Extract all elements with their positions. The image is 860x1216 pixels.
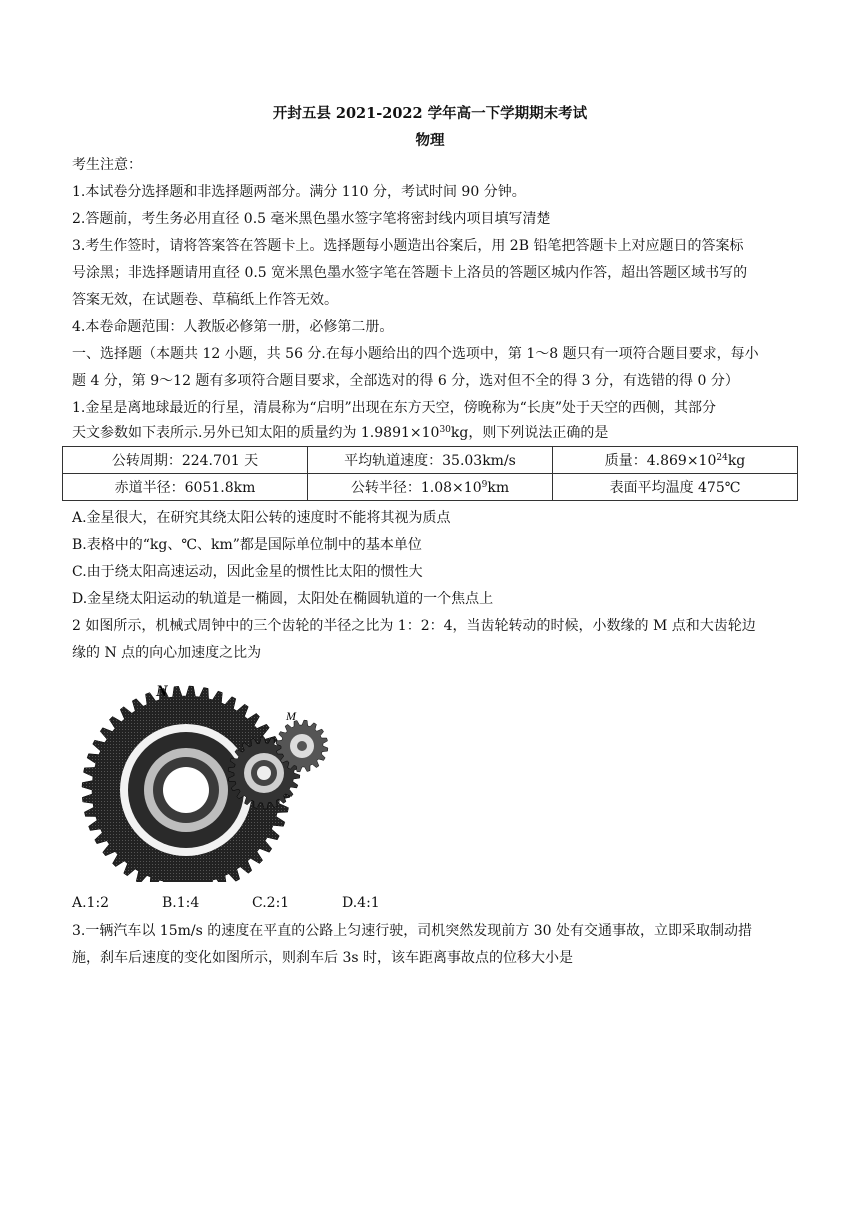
table-row: [63, 447, 798, 474]
notice-item-3-cont: 号涂黑；非选择题请用直径 0.5 宽米黑色墨水签字笔在答题卡上洛员的答题区城内作答，超出答题区域书写的: [72, 265, 748, 281]
q2-option-b: B.1:4: [162, 895, 200, 911]
table-row: [63, 474, 798, 501]
notice-item-3: 3.考生作签时，请将答案答在答题卡上。选择题每小题造出谷案后，用 2B 铅笔把答题卡上对应题日的答案标: [72, 238, 744, 254]
table-cell-mass: 质量：$4.869\times 10^{24}kg$: [553, 447, 798, 474]
notice-item-1: 1.本试卷分选择题和非选择题两部分。满分 110 分，考试时间 90 分钟。: [72, 184, 526, 200]
q2-stem-cont: 缘的 N 点的向心加速度之比为: [72, 645, 262, 661]
table-cell-surface-temperature: 表面平均温度 475℃: [553, 474, 798, 501]
subject-title: 物理: [415, 132, 445, 149]
q1-stem-cont: 天文参数如下表所示.另外已知太阳的质量约为 $1.9891\times 10^{30}kg$，则下列说法正确的是: [72, 425, 609, 441]
notice-heading: 考生注意：: [72, 157, 142, 173]
q1-option-b: B.表格中的“kg、℃、km”都是国际单位制中的基本单位: [72, 537, 422, 553]
q1-option-c: C.由于绕太阳高速运动，因此金星的惯性比太阳的惯性大: [72, 564, 423, 580]
table-cell-equatorial-radius: 赤道半径：6051.8km: [63, 474, 308, 501]
q3-stem: 3.一辆汽车以 15m/s 的速度在平直的公路上匀速行驶，司机突然发现前方 30 处有交通事故，立即采取制动措: [72, 923, 752, 939]
q2-option-c: C.2:1: [252, 895, 290, 911]
table-cell-orbital-radius: 公转半径：$1.08\times 10^9km$: [308, 474, 553, 501]
table-cell-orbital-period: 公转周期：224.701 天: [63, 447, 308, 474]
section1-instructions: 一、选择题（本题共 12 小题，共 56 分.在每小题给出的四个选项中，第 1～8 题只有一项符合题目要求，每小: [72, 346, 759, 362]
venus-parameter-table: [62, 446, 798, 501]
q2-stem: 2 如图所示，机械式周钟中的三个齿轮的半径之比为 1：2：4，当齿轮转动的时候，小数缘的 M 点和大齿轮边: [72, 618, 756, 634]
label-n: N: [156, 683, 168, 700]
q3-stem-cont: 施，刹车后速度的变化如图所示，则刹车后 3s 时，该车距离事故点的位移大小是: [72, 950, 573, 966]
q1-option-d: D.金星绕太阳运动的轨道是一椭圆，太阳处在椭圆轨道的一个焦点上: [72, 591, 494, 607]
q1-stem: 1.金星是离地球最近的行星，清晨称为“启明”出现在东方天空，傍晚称为“长庚”处于天空的西侧，其部分: [72, 400, 716, 416]
q2-option-d: D.4:1: [342, 895, 380, 911]
gear-figure: [68, 672, 338, 882]
q1-option-a: A.金星很大，在研究其绕太阳公转的速度时不能将其视为质点: [72, 510, 451, 526]
exam-title: 开封五县 2021-2022 学年高一下学期期末考试: [272, 105, 588, 122]
notice-item-4: 4.本卷命题范围：人教版必修第一册，必修第二册。: [72, 319, 394, 335]
label-m: M: [286, 709, 296, 723]
table-cell-orbital-speed: 平均轨道速度：35.03km/s: [308, 447, 553, 474]
section1-instructions-cont: 题 4 分，第 9～12 题有多项符合题目要求，全部选对的得 6 分，选对但不全的得 3 分，有选错的得 0 分）: [72, 373, 739, 389]
notice-item-2: 2.答题前，考生务必用直径 0.5 毫米黑色墨水签字笔将密封线内项目填写清楚: [72, 211, 551, 227]
q2-options: [72, 895, 380, 911]
q2-option-a: A.1:2: [72, 895, 110, 911]
notice-item-3-end: 答案无效，在试题卷、草稿纸上作答无效。: [72, 292, 338, 308]
